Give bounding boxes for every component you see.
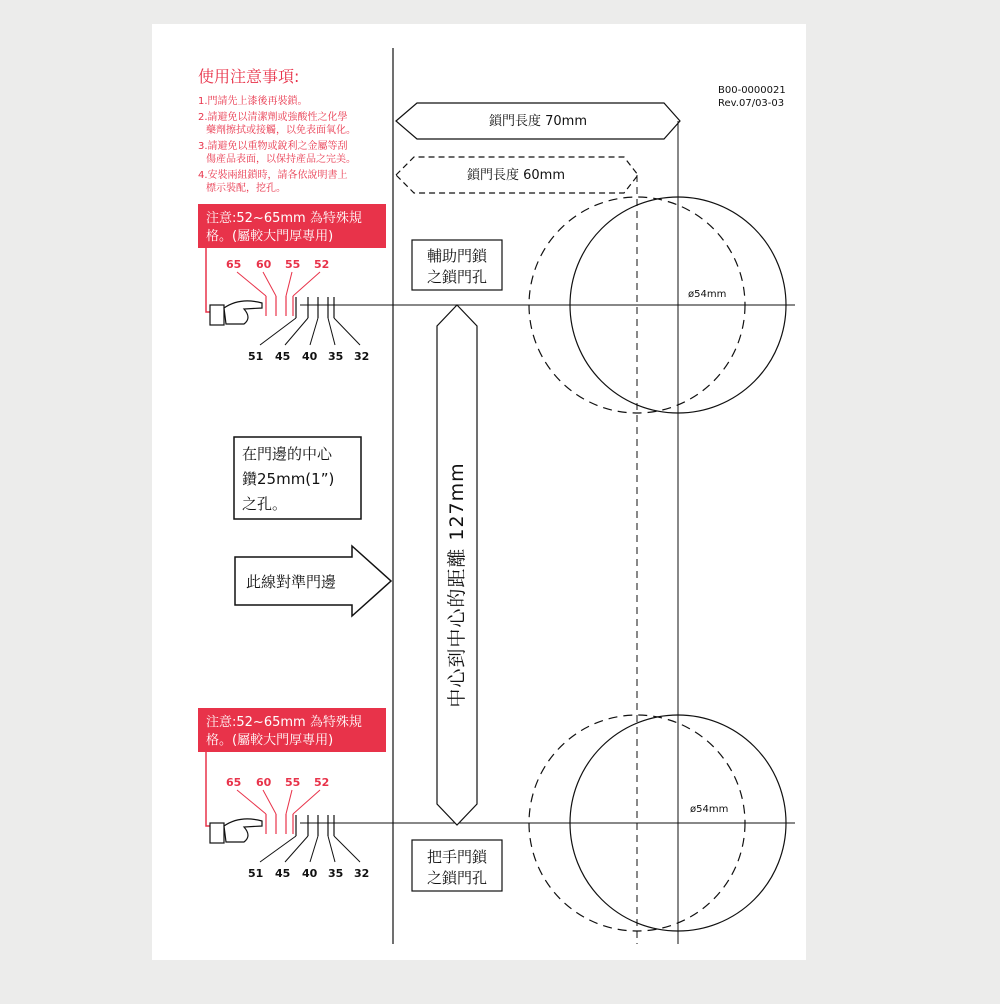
lower-red-65: 65 [226, 776, 242, 789]
upper-red-65: 65 [226, 258, 242, 271]
lower-red-52: 52 [314, 776, 330, 789]
handle-lock-line1: 把手門鎖 [426, 848, 488, 866]
backset-70-label: 鎖門長度 70mm [488, 114, 588, 129]
handle-lock-line2: 之鎖門孔 [426, 869, 488, 887]
upper-black-45: 45 [275, 350, 291, 363]
upper-red-60: 60 [256, 258, 272, 271]
center-distance-label: 中心到中心的距離 127mm [446, 462, 468, 708]
note-3: 3.請避免以重物或銳利之金屬等刮 傷產品表面，以保持產品之完美。 [198, 141, 356, 165]
doc-code: B00-0000021 [718, 85, 786, 96]
upper-circle-diameter: ø54mm [688, 289, 727, 300]
center-hole-line1: 在門邊的中心 [242, 445, 333, 463]
upper-black-35: 35 [328, 350, 344, 363]
center-hole-line3: 之孔。 [242, 495, 288, 513]
warning-upper-line2: 格。(屬較大門厚專用) [206, 229, 334, 244]
lower-red-55: 55 [285, 776, 301, 789]
warning-lower-line2: 格。(屬較大門厚專用) [206, 733, 334, 748]
aux-lock-line2: 之鎖門孔 [426, 268, 488, 286]
warning-upper-line1: 注意:52~65mm 為特殊規 [206, 211, 362, 226]
aux-lock-line1: 輔助門鎖 [426, 247, 488, 265]
lower-black-40: 40 [302, 867, 318, 880]
upper-black-32: 32 [354, 350, 370, 363]
note-4: 4.安裝兩組鎖時，請各依說明書上 標示裝配，挖孔。 [198, 170, 348, 194]
upper-red-55: 55 [285, 258, 301, 271]
upper-black-51: 51 [248, 350, 264, 363]
backset-60-label: 鎖門長度 60mm [466, 168, 566, 183]
align-arrow-label: 此線對準門邊 [246, 573, 337, 591]
note-1: 1.門請先上漆後再裝鎖。 [198, 96, 308, 107]
lower-circle-diameter: ø54mm [690, 804, 729, 815]
upper-black-40: 40 [302, 350, 318, 363]
lower-black-35: 35 [328, 867, 344, 880]
lower-black-51: 51 [248, 867, 264, 880]
doc-rev: Rev.07/03-03 [718, 98, 785, 109]
note-2: 2.請避免以清潔劑或強酸性之化學 藥劑擦拭或接觸，以免表面氧化。 [198, 112, 356, 136]
lower-red-60: 60 [256, 776, 272, 789]
warning-lower-line1: 注意:52~65mm 為特殊規 [206, 715, 362, 730]
upper-red-52: 52 [314, 258, 330, 271]
center-hole-line2: 鑽25mm(1”) [242, 470, 335, 488]
lower-black-45: 45 [275, 867, 291, 880]
lower-black-32: 32 [354, 867, 370, 880]
notes-title: 使用注意事項: [198, 67, 300, 86]
